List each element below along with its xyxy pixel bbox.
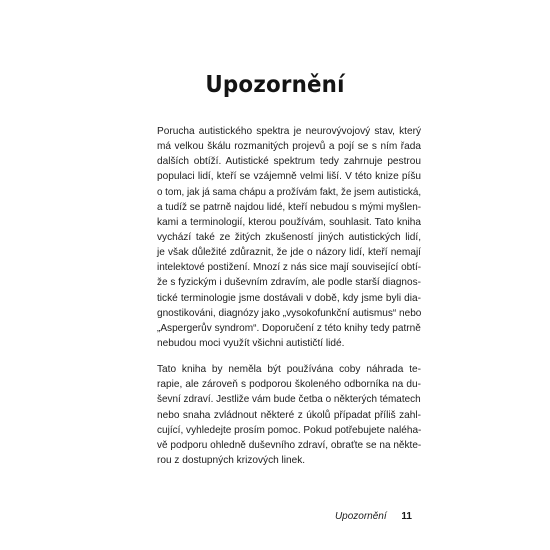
text-line: gnostikováni, diagnózy jako „vysokofunkční autismus“ nebo — [157, 307, 422, 319]
text-line: a tudíž se patrně najdou lidé, kteří nebudou s mými myšlen- — [157, 201, 422, 213]
text-line: „Aspergerův syndrom“. Doporučení z této knihy tedy patrně — [157, 322, 421, 334]
text-line: rapie, ale zároveň s podporou školeného odborníka na du- — [157, 379, 421, 391]
paragraph-gap — [157, 351, 421, 362]
text-line: dalších obtíží. Autistické spektrum tedy zahrnuje pestrou — [157, 156, 421, 168]
page-number: 11 — [401, 511, 412, 522]
text-line: je však důležité zdůraznit, že jde o názory lidí, kteří nemají — [157, 247, 421, 259]
running-title: Upozornění — [334, 511, 387, 522]
text-line: nebo snaha zvládnout některé z úkolů případat příliš zahl- — [157, 409, 421, 421]
text-line: má velkou škálu rozmanitých projevů a pojí se s ním řada — [157, 141, 421, 153]
text-line: o tom, jak já sama chápu a prožívám fakt, že jsem autistická, — [157, 186, 422, 198]
text-line: rou z dostupných krizových linek. — [157, 454, 306, 466]
text-line: Porucha autistického spektra je neurovývojový stav, který — [157, 126, 421, 137]
text-line: populaci lidí, kteří se vzájemně velmi liší. V této knize píšu — [157, 171, 421, 183]
page-title: Upozornění — [205, 72, 345, 98]
text-line: kami a terminologií, kterou používám, souhlasit. Tato kniha — [157, 216, 421, 228]
text-line: nebudou moci využít všichni autističtí lidé. — [157, 337, 345, 349]
paragraph — [157, 362, 421, 468]
text-line: intelektové postižení. Mnozí z nás sice mají související obtí- — [157, 262, 422, 274]
text-line: že s fyzickým i duševním zdravím, ale podle starší diagnos- — [157, 277, 421, 289]
page-footer — [0, 511, 412, 522]
text-line: cující, vyhledejte prosím pomoc. Pokud potřebujete naléha- — [157, 424, 422, 436]
paragraph — [157, 124, 421, 351]
text-line: ševní zdraví. Jestliže vám bude četba o některých tématech — [157, 394, 421, 406]
text-line: Tato kniha by neměla být používána coby náhrada te- — [157, 364, 421, 376]
text-line: tické terminologie jsme dostávali v době, kdy jsme byli dia- — [157, 292, 421, 304]
body-text — [157, 124, 421, 468]
text-line: vě podporu ohledně duševního zdraví, obraťte se na někte- — [157, 439, 422, 451]
text-line: vychází také ze žitých zkušeností jiných autistických lidí, — [157, 231, 421, 243]
